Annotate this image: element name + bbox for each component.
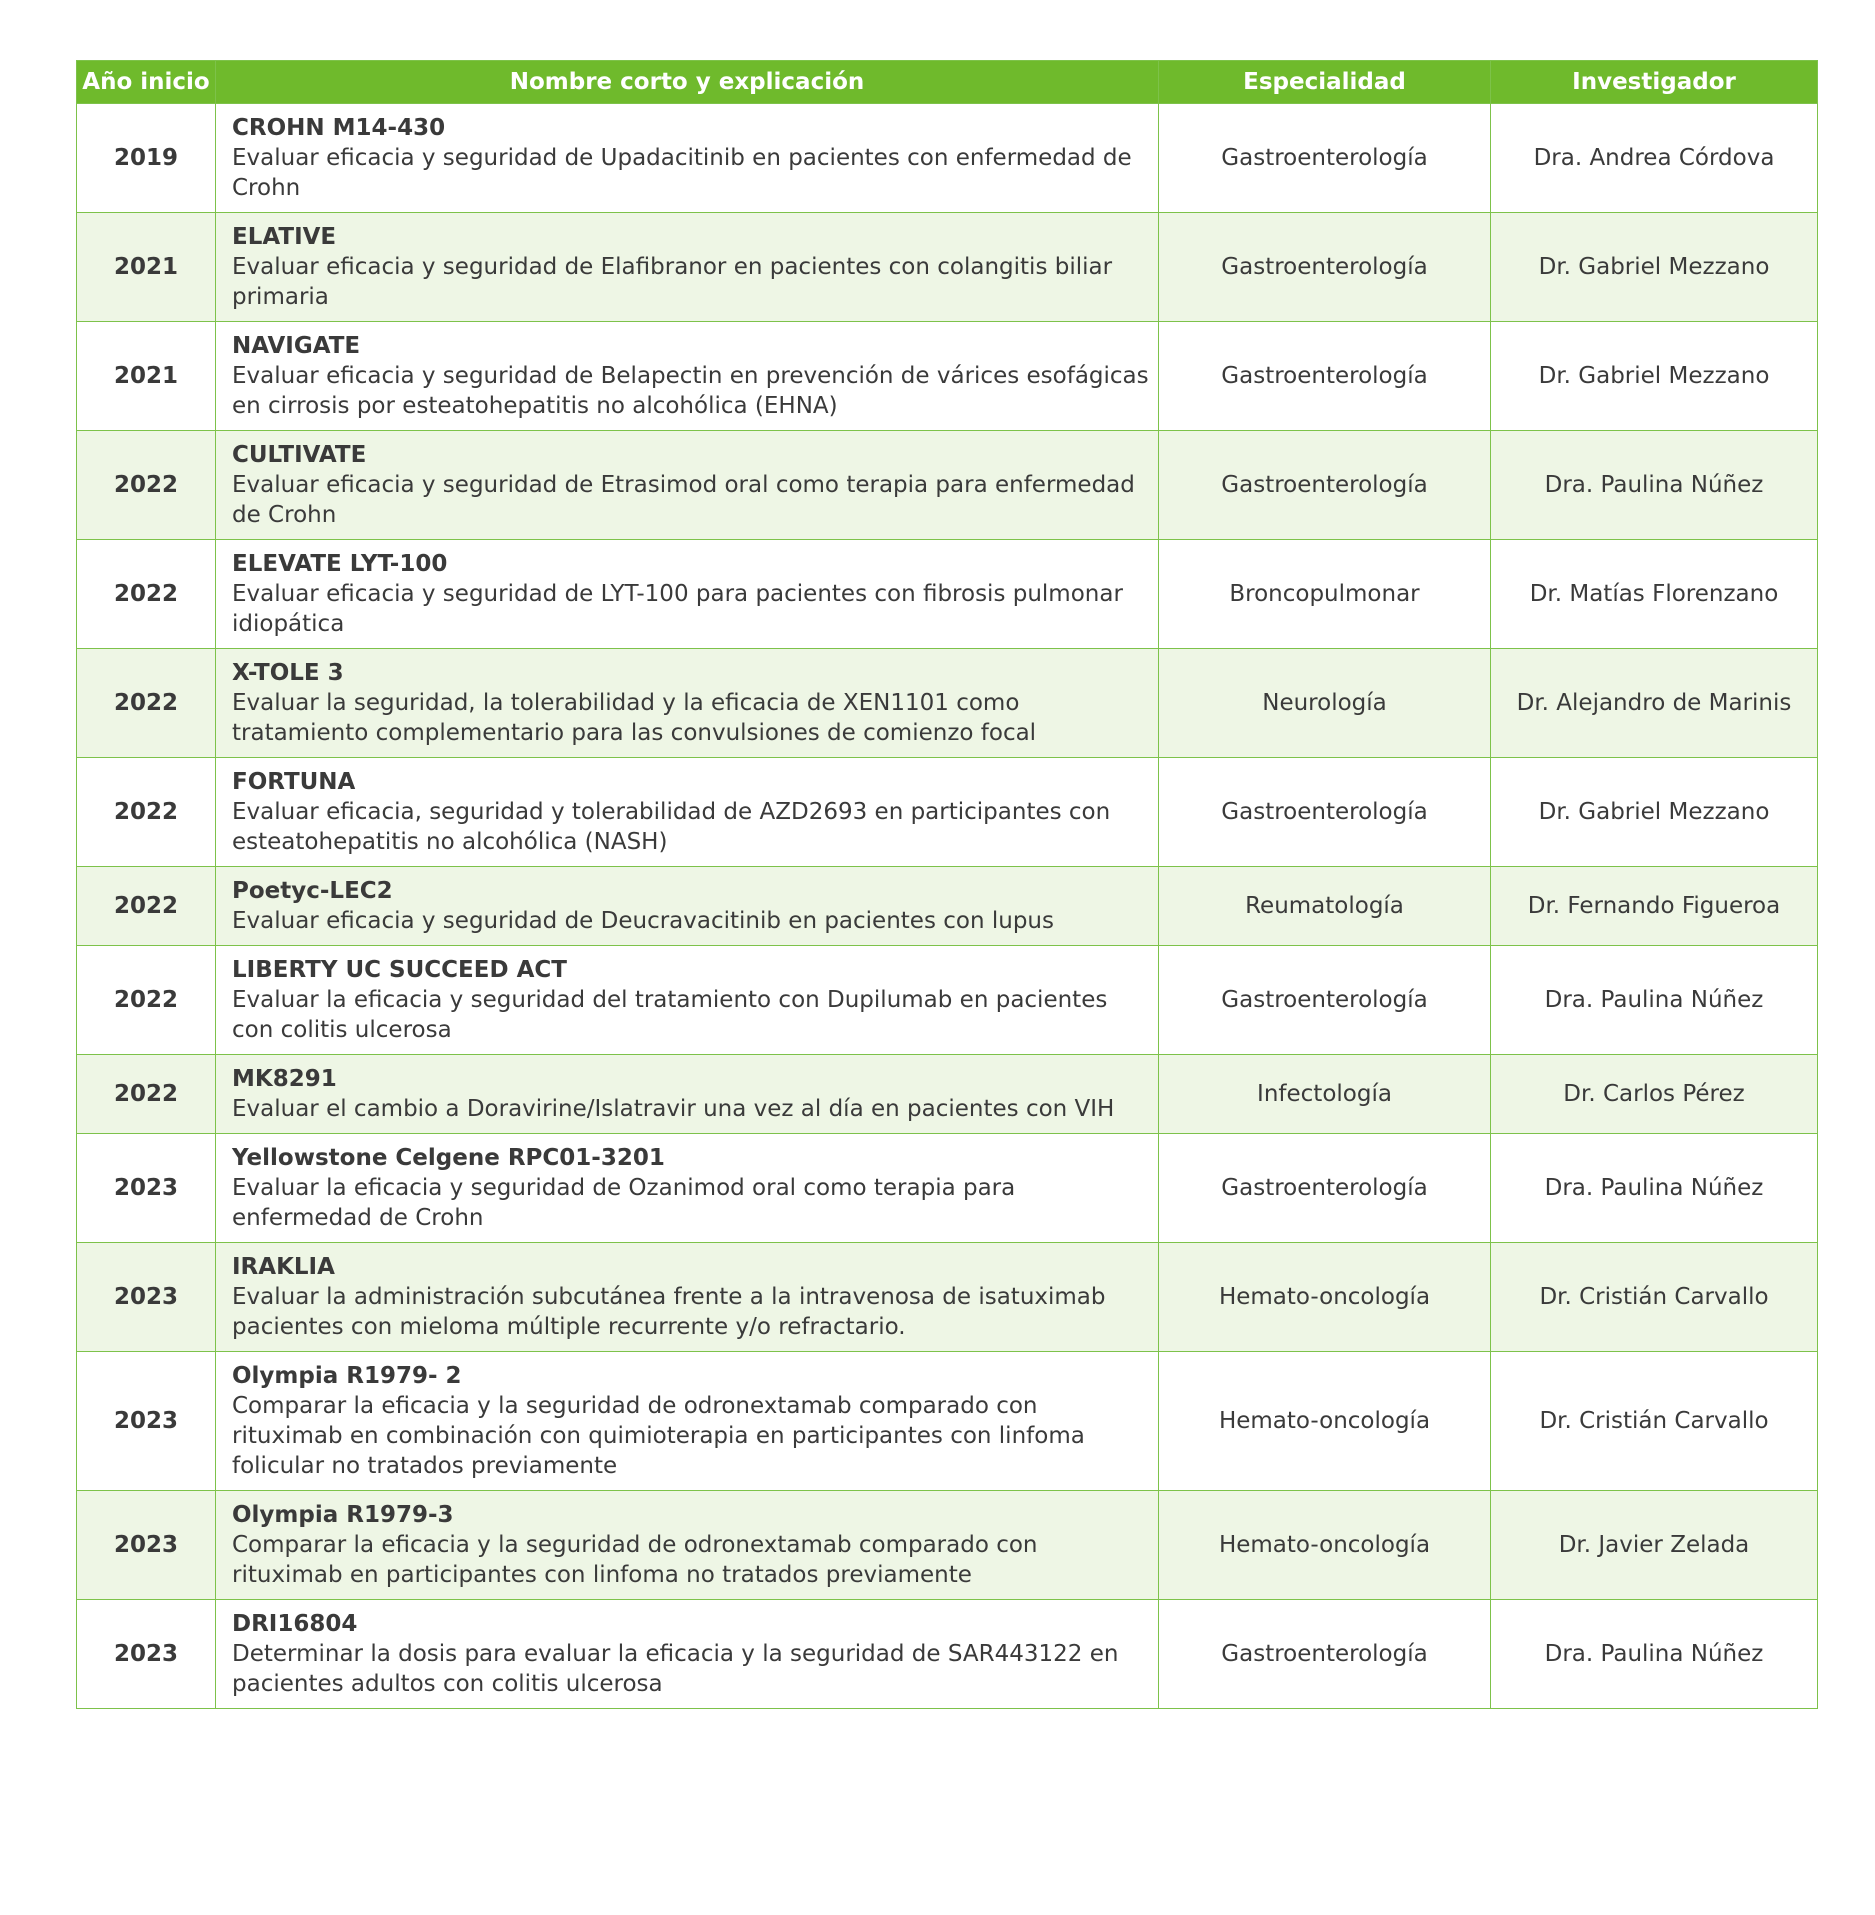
cell-investigator: Dr. Gabriel Mezzano — [1491, 213, 1818, 322]
study-description: Evaluar la eficacia y seguridad de Ozanimod oral como terapia para enfermedad de Crohn — [232, 1175, 1016, 1231]
cell-description — [216, 1243, 1159, 1352]
header-specialty: Especialidad — [1159, 61, 1491, 104]
cell-year: 2022 — [77, 758, 216, 867]
study-name: IRAKLIA — [232, 1254, 335, 1280]
cell-specialty: Hemato-oncología — [1159, 1352, 1491, 1491]
cell-description — [216, 540, 1159, 649]
table-row — [77, 540, 1818, 649]
cell-year: 2022 — [77, 946, 216, 1055]
cell-specialty: Gastroenterología — [1159, 1134, 1491, 1243]
study-name: Yellowstone Celgene RPC01-3201 — [232, 1145, 665, 1171]
cell-year: 2022 — [77, 1055, 216, 1134]
cell-specialty: Reumatología — [1159, 867, 1491, 946]
study-name: LIBERTY UC SUCCEED ACT — [232, 957, 567, 983]
table-row — [77, 1055, 1818, 1134]
study-description: Evaluar eficacia y seguridad de Belapectin en prevención de várices esofágicas en cirrosis por esteatohepatitis no alcohólica (EHNA) — [232, 363, 1149, 419]
cell-investigator: Dr. Gabriel Mezzano — [1491, 758, 1818, 867]
cell-description — [216, 1352, 1159, 1491]
cell-year: 2023 — [77, 1600, 216, 1709]
cell-description — [216, 213, 1159, 322]
cell-description — [216, 1600, 1159, 1709]
study-name: DRI16804 — [232, 1611, 358, 1637]
study-description: Evaluar la seguridad, la tolerabilidad y la eficacia de XEN1101 como tratamiento complementario para las convulsiones de comienzo focal — [232, 690, 1037, 746]
cell-description — [216, 431, 1159, 540]
study-description: Evaluar la administración subcutánea frente a la intravenosa de isatuximab pacientes con mieloma múltiple recurrente y/o refractario. — [232, 1284, 1106, 1340]
study-name: Olympia R1979-3 — [232, 1502, 454, 1528]
cell-description — [216, 1134, 1159, 1243]
cell-investigator: Dr. Fernando Figueroa — [1491, 867, 1818, 946]
cell-specialty: Infectología — [1159, 1055, 1491, 1134]
cell-specialty: Gastroenterología — [1159, 758, 1491, 867]
cell-description — [216, 104, 1159, 213]
cell-year: 2023 — [77, 1491, 216, 1600]
study-name: MK8291 — [232, 1066, 337, 1092]
cell-investigator: Dr. Cristián Carvallo — [1491, 1352, 1818, 1491]
cell-year: 2023 — [77, 1134, 216, 1243]
study-name: ELATIVE — [232, 224, 337, 250]
studies-table — [76, 60, 1818, 1709]
cell-year: 2022 — [77, 431, 216, 540]
cell-investigator: Dra. Paulina Núñez — [1491, 431, 1818, 540]
cell-investigator: Dr. Javier Zelada — [1491, 1491, 1818, 1600]
cell-year: 2019 — [77, 104, 216, 213]
cell-year: 2021 — [77, 213, 216, 322]
cell-specialty: Gastroenterología — [1159, 431, 1491, 540]
cell-investigator: Dr. Gabriel Mezzano — [1491, 322, 1818, 431]
study-name: NAVIGATE — [232, 333, 361, 359]
study-description: Comparar la eficacia y la seguridad de odronextamab comparado con rituximab en participantes con linfoma no tratados previamente — [232, 1532, 1038, 1588]
cell-description — [216, 1055, 1159, 1134]
header-year: Año inicio — [77, 61, 216, 104]
cell-year: 2021 — [77, 322, 216, 431]
cell-description — [216, 649, 1159, 758]
study-description: Evaluar el cambio a Doravirine/Islatravir una vez al día en pacientes con VIH — [232, 1096, 1115, 1122]
cell-year: 2022 — [77, 649, 216, 758]
cell-year: 2022 — [77, 867, 216, 946]
cell-description — [216, 322, 1159, 431]
table-row — [77, 1600, 1818, 1709]
study-name: CROHN M14-430 — [232, 115, 446, 141]
cell-description — [216, 867, 1159, 946]
study-name: Poetyc-LEC2 — [232, 878, 393, 904]
cell-investigator: Dra. Paulina Núñez — [1491, 1134, 1818, 1243]
table-row — [77, 322, 1818, 431]
study-name: X-TOLE 3 — [232, 660, 344, 686]
cell-specialty: Neurología — [1159, 649, 1491, 758]
table-row — [77, 104, 1818, 213]
cell-specialty: Gastroenterología — [1159, 213, 1491, 322]
table-row — [77, 1352, 1818, 1491]
cell-description — [216, 946, 1159, 1055]
cell-investigator: Dr. Alejandro de Marinis — [1491, 649, 1818, 758]
study-description: Evaluar la eficacia y seguridad del tratamiento con Dupilumab en pacientes con colitis ulcerosa — [232, 987, 1108, 1043]
study-name: ELEVATE LYT-100 — [232, 551, 448, 577]
study-name: Olympia R1979- 2 — [232, 1363, 462, 1389]
cell-investigator: Dr. Cristián Carvallo — [1491, 1243, 1818, 1352]
study-description: Comparar la eficacia y la seguridad de odronextamab comparado con rituximab en combinación con quimioterapia en participantes con linfoma folicular no tratados previamente — [232, 1393, 1085, 1479]
table-row — [77, 946, 1818, 1055]
cell-investigator: Dr. Carlos Pérez — [1491, 1055, 1818, 1134]
table-row — [77, 649, 1818, 758]
cell-description — [216, 1491, 1159, 1600]
table-row — [77, 1134, 1818, 1243]
cell-investigator: Dra. Paulina Núñez — [1491, 946, 1818, 1055]
cell-specialty: Gastroenterología — [1159, 946, 1491, 1055]
table-header — [77, 61, 1818, 104]
study-description: Evaluar eficacia y seguridad de Etrasimod oral como terapia para enfermedad de Crohn — [232, 472, 1135, 528]
header-investigator: Investigador — [1491, 61, 1818, 104]
table-row — [77, 431, 1818, 540]
table-row — [77, 1243, 1818, 1352]
table-row — [77, 758, 1818, 867]
cell-specialty: Gastroenterología — [1159, 1600, 1491, 1709]
cell-year: 2023 — [77, 1243, 216, 1352]
table-row — [77, 867, 1818, 946]
table-row — [77, 1491, 1818, 1600]
study-name: CULTIVATE — [232, 442, 367, 468]
cell-investigator: Dra. Paulina Núñez — [1491, 1600, 1818, 1709]
cell-year: 2023 — [77, 1352, 216, 1491]
cell-specialty: Hemato-oncología — [1159, 1243, 1491, 1352]
header-row — [77, 61, 1818, 104]
table-body — [77, 104, 1818, 1709]
cell-year: 2022 — [77, 540, 216, 649]
study-description: Evaluar eficacia, seguridad y tolerabilidad de AZD2693 en participantes con esteatohepatitis no alcohólica (NASH) — [232, 799, 1111, 855]
cell-investigator: Dra. Andrea Córdova — [1491, 104, 1818, 213]
cell-specialty: Gastroenterología — [1159, 104, 1491, 213]
cell-specialty: Gastroenterología — [1159, 322, 1491, 431]
study-description: Determinar la dosis para evaluar la eficacia y la seguridad de SAR443122 en pacientes adultos con colitis ulcerosa — [232, 1641, 1119, 1697]
cell-description — [216, 758, 1159, 867]
cell-specialty: Broncopulmonar — [1159, 540, 1491, 649]
study-name: FORTUNA — [232, 769, 356, 795]
study-description: Evaluar eficacia y seguridad de Elafibranor en pacientes con colangitis biliar primaria — [232, 254, 1113, 310]
table-row — [77, 213, 1818, 322]
study-description: Evaluar eficacia y seguridad de Upadacitinib en pacientes con enfermedad de Crohn — [232, 145, 1132, 201]
header-description: Nombre corto y explicación — [216, 61, 1159, 104]
cell-investigator: Dr. Matías Florenzano — [1491, 540, 1818, 649]
study-description: Evaluar eficacia y seguridad de Deucravacitinib en pacientes con lupus — [232, 908, 1054, 934]
cell-specialty: Hemato-oncología — [1159, 1491, 1491, 1600]
study-description: Evaluar eficacia y seguridad de LYT-100 para pacientes con fibrosis pulmonar idiopática — [232, 581, 1123, 637]
